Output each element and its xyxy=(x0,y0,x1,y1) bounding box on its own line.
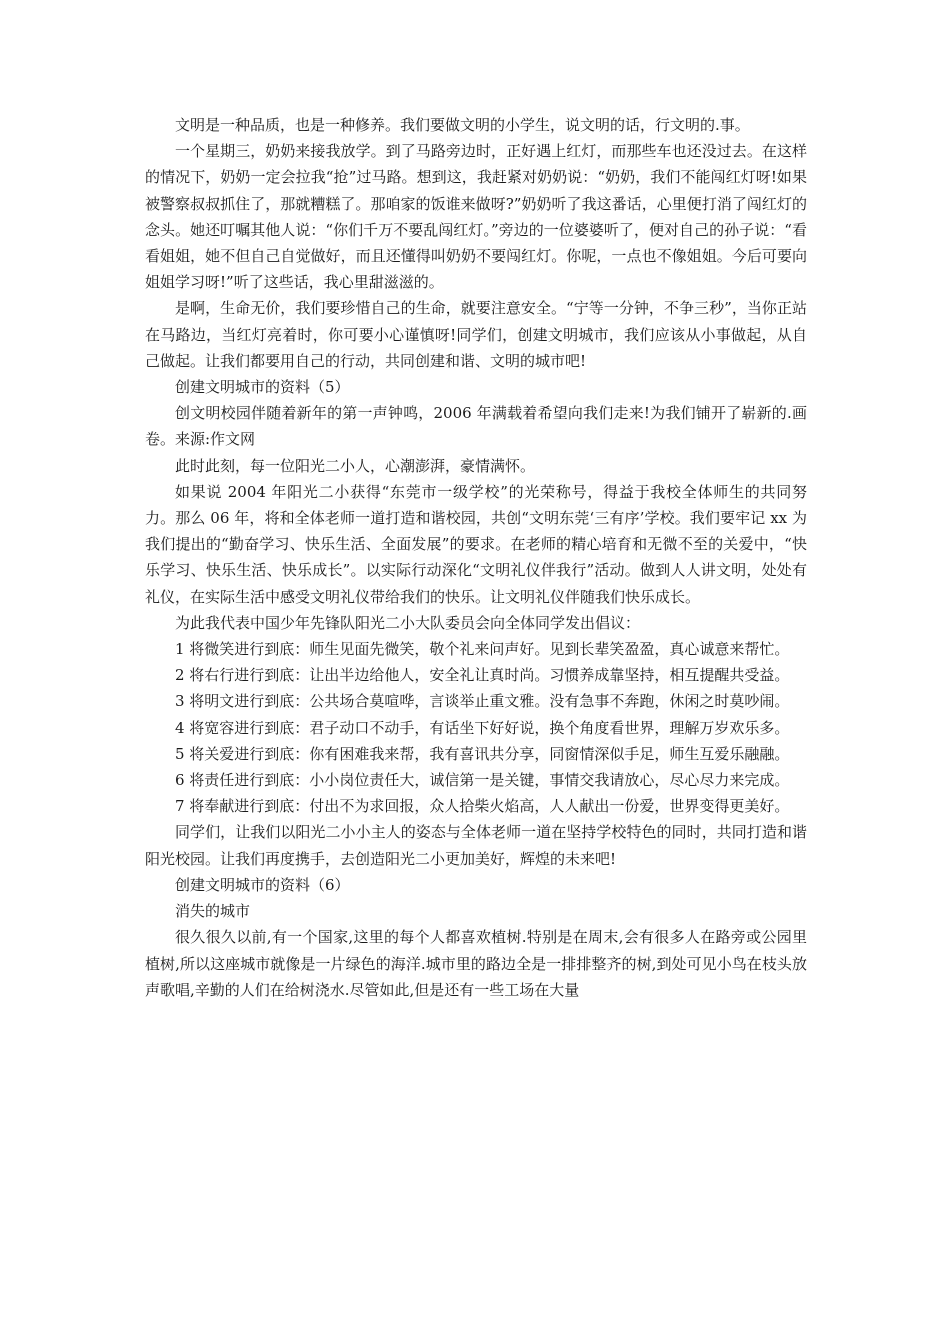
paragraph-this-moment: 此时此刻，每一位阳光二小人，心潮澎湃，豪情满怀。 xyxy=(175,456,536,475)
paragraph-safety-conclusion: 是啊，生命无价，我们要珍惜自己的生命，就要注意安全。“宁等一分钟，不争三秒”，当你正站在马路边，当红灯亮着时，你可要小心谨慎呀!同学们，创建文明城市，我们应该从小事做起，从自己做起。让我们都要用自己的行动，共同创建和谐、文明的城市吧! xyxy=(145,299,807,370)
proposal-item-4: 4 将宽容进行到底：君子动口不动手，有话坐下好好说，换个角度看世界，理解万岁欢乐多。 xyxy=(175,718,790,737)
proposal-item-1: 1 将微笑进行到底：师生见面先微笑，敬个礼来问声好。见到长辈笑盈盈，真心诚意来帮忙。 xyxy=(175,640,790,659)
proposal-item-2: 2 将右行进行到底：让出半边给他人，安全礼让真时尚。习惯养成靠坚持，相互提醒共受益。 xyxy=(175,666,790,685)
proposal-item-6: 6 将责任进行到底：小小岗位责任大，诚信第一是关键，事情交我请放心，尽心尽力来完成。 xyxy=(175,771,790,790)
section-heading-material-6: 创建文明城市的资料（6） xyxy=(175,875,350,894)
paragraph-school-honor: 如果说 2004 年阳光二小获得“东莞市一级学校”的光荣称号，得益于我校全体师生的共同努力。那么 06 年，将和全体老师一道打造和谐校园，共创“文明东莞‘三有序’学校。我们要牢记 xx 为我们提出的“勤奋学习、快乐生活、全面发展”的要求。在老师的精心培育和无微不至的关爱中，“快乐学习、快乐生活、快乐成长”。以实际行动深化“文明礼仪伴我行”活动。做到人人讲文明，处处有礼仪，在实际生活中感受文明礼仪带给我们的快乐。让文明礼仪伴随我们快乐成长。 xyxy=(145,482,807,606)
paragraph-closing-call: 同学们，让我们以阳光二小小主人的姿态与全体老师一道在坚持学校特色的同时，共同打造和谐阳光校园。让我们再度携手，去创造阳光二小更加美好，辉煌的未来吧! xyxy=(145,823,807,868)
proposal-item-7: 7 将奉献进行到底：付出不为求回报，众人拾柴火焰高，人人献出一份爱，世界变得更美好。 xyxy=(175,797,790,816)
proposal-item-5: 5 将关爱进行到底：你有困难我来帮，我有喜讯共分享，同窗情深似手足，师生互爱乐融融。 xyxy=(175,744,790,763)
paragraph-civility-intro: 文明是一种品质，也是一种修养。我们要做文明的小学生，说文明的话，行文明的.事。 xyxy=(175,116,750,134)
section-heading-material-5: 创建文明城市的资料（5） xyxy=(175,378,350,397)
paragraph-vanished-city: 很久很久以前,有一个国家,这里的每个人都喜欢植树.特别是在周末,会有很多人在路旁或公园里植树,所以这座城市就像是一片绿色的海洋.城市里的路边全是一排排整齐的树,到处可见小鸟在枝头放声歌唱,辛勤的人们在给树浇水.尽管如此,但是还有一些工场在大量 xyxy=(145,928,807,999)
proposal-item-3: 3 将明文进行到底：公共场合莫喧哗，言谈举止重文雅。没有急事不奔跑，休闲之时莫吵闹。 xyxy=(175,692,790,711)
paragraph-proposal-intro: 为此我代表中国少年先锋队阳光二小大队委员会向全体同学发出倡议： xyxy=(175,613,641,632)
story-title-vanished-city: 消失的城市 xyxy=(175,902,251,921)
paragraph-red-light-story: 一个星期三，奶奶来接我放学。到了马路旁边时，正好遇上红灯，而那些车也还没过去。在这样的情况下，奶奶一定会拉我“抢”过马路。想到这，我赶紧对奶奶说：“奶奶，我们不能闯红灯呀!如果被警察叔叔抓住了，那就糟糕了。那咱家的饭谁来做呀?”奶奶听了我这番话，心里便打消了闯红灯的念头。她还叮嘱其他人说：“你们千万不要乱闯红灯。”旁边的一位婆婆听了，便对自己的孙子说：“看看姐姐，她不但自己自觉做好，而且还懂得叫奶奶不要闯红灯。你呢，一点也不像姐姐。今后可要向姐姐学习呀!”听了这些话，我心里甜滋滋的。 xyxy=(145,142,807,292)
paragraph-new-year: 创文明校园伴随着新年的第一声钟鸣，2006 年满载着希望向我们走来!为我们铺开了崭新的.画卷。来源:作文网 xyxy=(145,404,807,449)
document-page xyxy=(145,112,807,1003)
